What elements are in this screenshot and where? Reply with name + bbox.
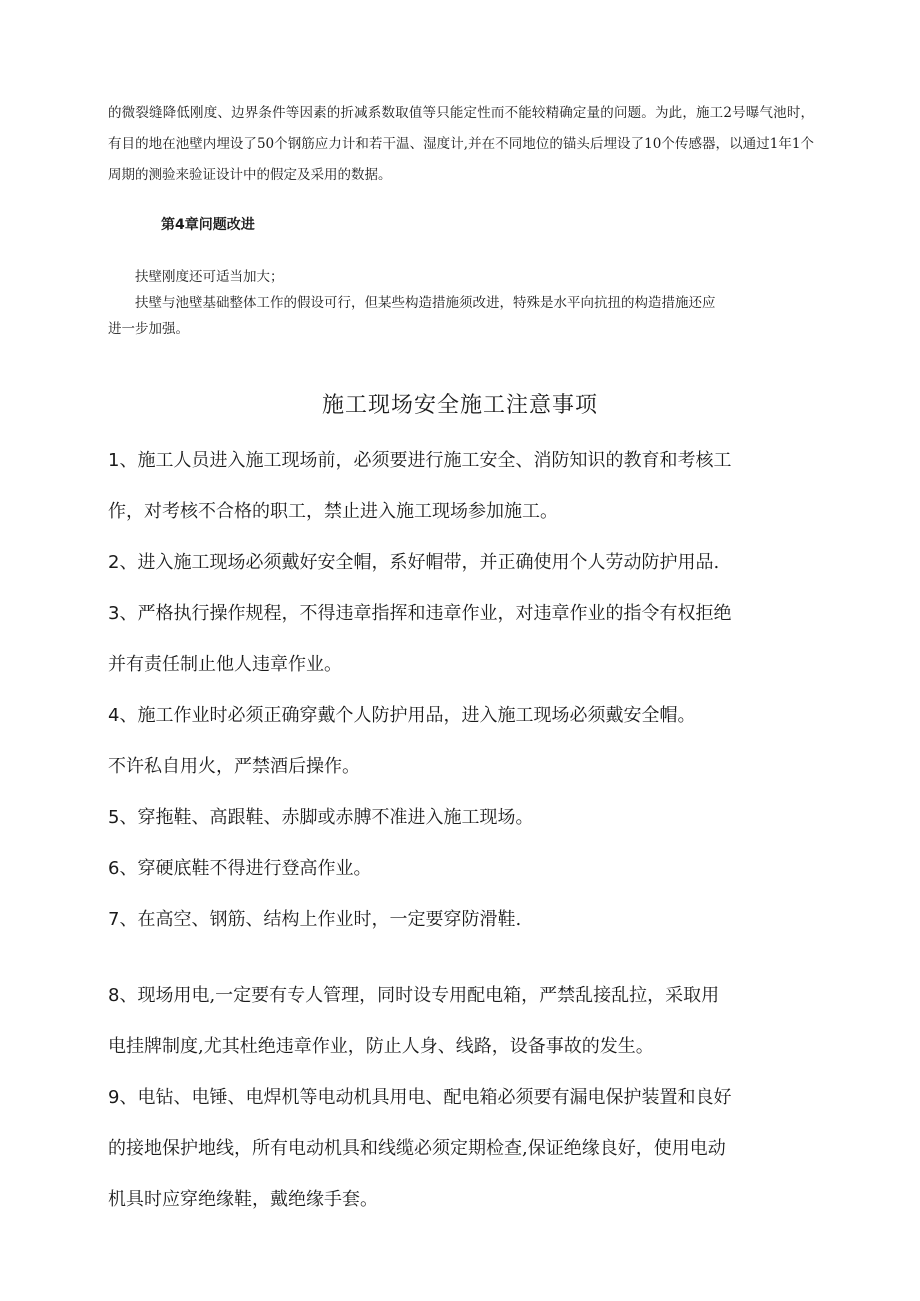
- item-number: 4: [108, 705, 120, 726]
- line-text: 、穿拖鞋、高跟鞋、赤脚或赤膊不准进入施工现场。: [119, 807, 534, 828]
- line-text: 、施工人员进入施工现场前，必须要进行施工安全、消防知识的教育和考核工: [119, 450, 732, 471]
- safety-line: [108, 639, 814, 690]
- safety-notes: [108, 435, 814, 1225]
- line-text: 机具时应穿绝缘鞋，戴绝缘手套。: [108, 1189, 378, 1210]
- line-text: 的接地保护地线，所有电动机具和线缆必须定期检查,保证绝缘良好，使用电动: [108, 1138, 726, 1159]
- safety-line: [108, 792, 814, 843]
- safety-line: [108, 1174, 814, 1225]
- line-text: 电挂牌制度,尤其杜绝违章作业，防止人身、线路，设备事故的发生。: [108, 1036, 654, 1057]
- safety-line: [108, 435, 814, 486]
- safety-line: [108, 1123, 814, 1174]
- safety-title: 施工现场安全施工注意事项: [321, 393, 598, 418]
- line-text: 、电钻、电锤、电焊机等电动机具用电、配电箱必须要有漏电保护装置和良好: [119, 1087, 732, 1108]
- spacer: [108, 945, 814, 970]
- line-text: 、施工作业时必须正确穿戴个人防护用品，进入施工现场必须戴安全帽。: [119, 705, 696, 726]
- item-number: 9: [108, 1087, 120, 1108]
- safety-line: [108, 843, 814, 894]
- line-text: 、穿硬底鞋不得进行登高作业。: [119, 858, 372, 879]
- line-text: 并有责任制止他人违章作业。: [108, 654, 342, 675]
- item-number: 7: [108, 909, 120, 930]
- chapter-4-body: [108, 264, 814, 342]
- safety-line: [108, 1021, 814, 1072]
- safety-line: [108, 588, 814, 639]
- chapter-4-item: 扶壁刚度还可适当加大；: [135, 269, 284, 285]
- safety-line: [108, 741, 814, 792]
- line-text: 作，对考核不合格的职工，禁止进入施工现场参加施工。: [108, 501, 558, 522]
- chapter-4-item: 进一步加强。: [108, 321, 189, 337]
- item-number: 2: [108, 552, 120, 573]
- chapter-4-heading: 第4章问题改进: [161, 217, 255, 233]
- item-number: 5: [108, 807, 120, 828]
- safety-line: [108, 1072, 814, 1123]
- chapter-4-item: 扶壁与池壁基础整体工作的假设可行，但某些构造措施须改进，特殊是水平向抗扭的构造措施还应: [135, 295, 716, 311]
- safety-line: [108, 537, 814, 588]
- line-text: 、在高空、钢筋、结构上作业时，一定要穿防滑鞋.: [119, 909, 522, 930]
- item-number: 3: [108, 603, 120, 624]
- line-text: 、严格执行操作规程，不得违章指挥和违章作业，对违章作业的指令有权拒绝: [119, 603, 732, 624]
- safety-line: [108, 690, 814, 741]
- safety-line: [108, 486, 814, 537]
- line-text: 、现场用电,一定要有专人管理，同时设专用配电箱，严禁乱接乱拉，采取用: [119, 985, 720, 1006]
- line-text: 不许私自用火，严禁酒后操作。: [108, 756, 360, 777]
- item-number: 8: [108, 985, 120, 1006]
- safety-line: [108, 894, 814, 945]
- safety-line: [108, 970, 814, 1021]
- item-number: 6: [108, 858, 120, 879]
- intro-paragraph: 的微裂缝降低刚度、边界条件等因素的折减系数取值等只能定性而不能较精确定量的问题。为此，施工2号曝气池时，有目的地在池壁内埋设了50个钢筋应力计和若干温、湿度计,并在不同地位的锚头后埋设了10个传感器，以通过1年1个周期的测验来验证设计中的假定及采用的数据。: [108, 105, 814, 183]
- item-number: 1: [108, 450, 120, 471]
- line-text: 、进入施工现场必须戴好安全帽，系好帽带，并正确使用个人劳动防护用品.: [119, 552, 720, 573]
